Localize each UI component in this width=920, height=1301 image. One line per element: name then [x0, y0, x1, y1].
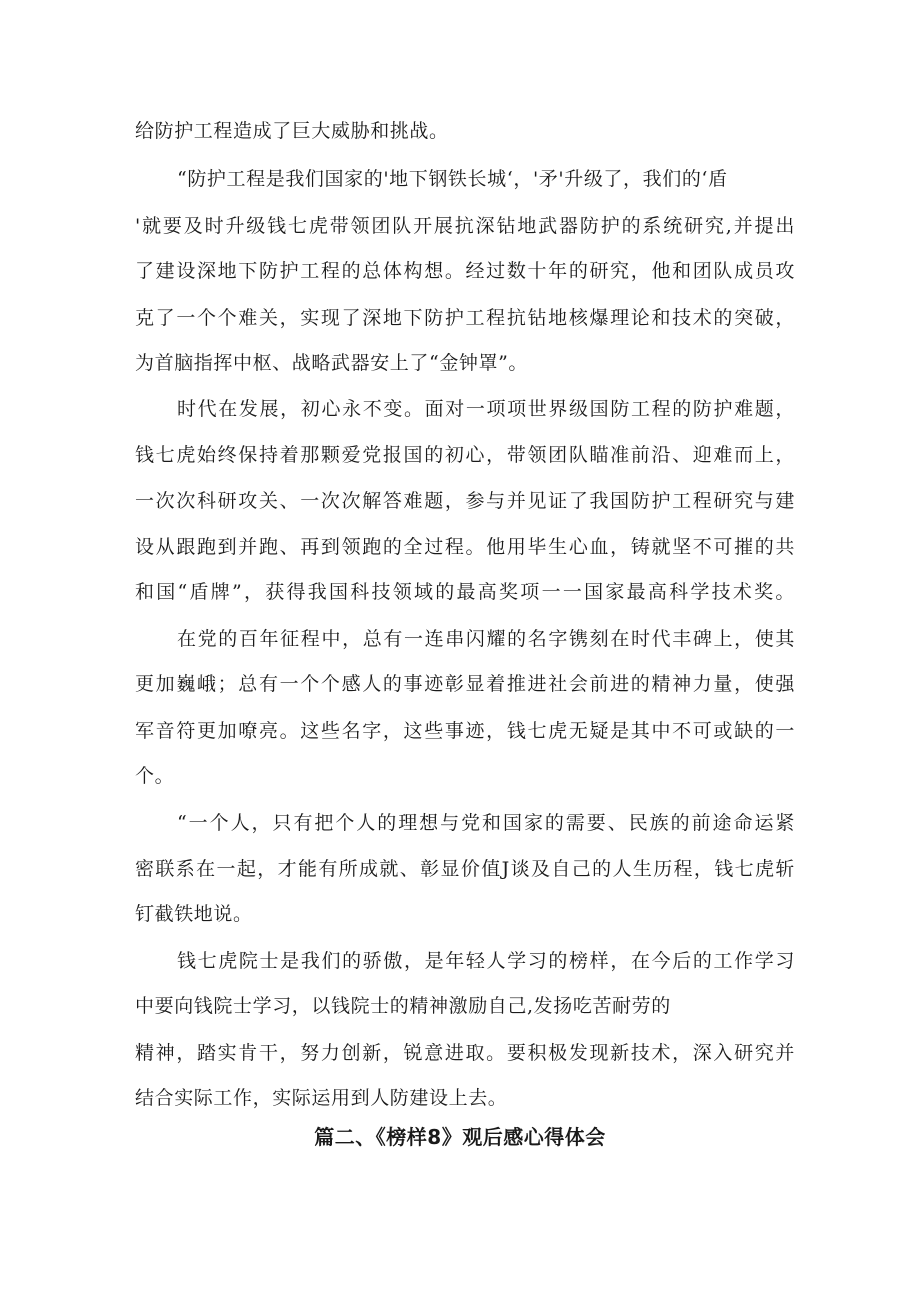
- paragraph-line: 了建设深地下防护工程的总体构想。经过数十年的研究，他和团队成员攻: [135, 260, 795, 282]
- paragraph-line: 中要向钱院士学习，以钱院士的精神激励自己,发扬吃苦耐劳的: [135, 995, 671, 1017]
- paragraph-line: 为首脑指挥中枢、战略武器安上了“金钟罩”。: [135, 352, 529, 374]
- paragraph-line: 和国“盾牌”，获得我国科技领域的最高奖项一一国家最高科学技术奖。: [135, 581, 795, 603]
- paragraph-line: 一次次科研攻关、一次次解答难题，参与并见证了我国防护工程研究与建: [135, 490, 795, 512]
- paragraph-line: 时代在发展，初心永不变。面对一项项世界级国防工程的防护难题，: [177, 398, 795, 420]
- paragraph-line: 精神，踏实肯干，努力创新，锐意进取。要积极发现新技术，深入研究并: [135, 1042, 795, 1064]
- paragraph-line: 更加巍峨；总有一个个感人的事迹彰显着推进社会前进的精神力量，使强: [135, 673, 795, 695]
- section-heading: 篇二、《榜样8》观后感心得体会: [314, 1125, 606, 1149]
- paragraph-line: 设从跟跑到并跑、再到领跑的全过程。他用毕生心血，铸就坚不可摧的共: [135, 536, 795, 558]
- paragraph-line: 在党的百年征程中，总有一连串闪耀的名字镌刻在时代丰碑上，使其: [177, 628, 795, 650]
- paragraph-line: 克了一个个难关，实现了深地下防护工程抗钻地核爆理论和技术的突破，: [135, 307, 795, 329]
- paragraph-line: 军音符更加嘹亮。这些名字，这些事迹，钱七虎无疑是其中不可或缺的一: [135, 720, 795, 742]
- paragraph-line: 给防护工程造成了巨大威胁和挑战。: [135, 120, 449, 142]
- paragraph-line: 钉截铁地说。: [135, 903, 253, 925]
- paragraph-line: '就要及时升级钱七虎带领团队开展抗深钻地武器防护的系统研究,并提出: [135, 215, 795, 237]
- paragraph-line: “防护工程是我们国家的'地下钢铁长城‘，'矛'升级了，我们的‘盾: [177, 168, 728, 190]
- paragraph-line: “一个人，只有把个人的理想与党和国家的需要、民族的前途命运紧: [177, 812, 795, 834]
- paragraph-line: 钱七虎院士是我们的骄傲，是年轻人学习的榜样，在今后的工作学习: [177, 950, 795, 972]
- paragraph-line: 个。: [135, 765, 175, 787]
- paragraph-line: 钱七虎始终保持着那颗爱党报国的初心，带领团队瞄准前沿、迎难而上，: [135, 444, 795, 466]
- paragraph-line: 密联系在一起，才能有所成就、彰显价值J谈及自己的人生历程，钱七虎斩: [135, 858, 795, 880]
- paragraph-line: 结合实际工作，实际运用到人防建设上去。: [135, 1087, 508, 1109]
